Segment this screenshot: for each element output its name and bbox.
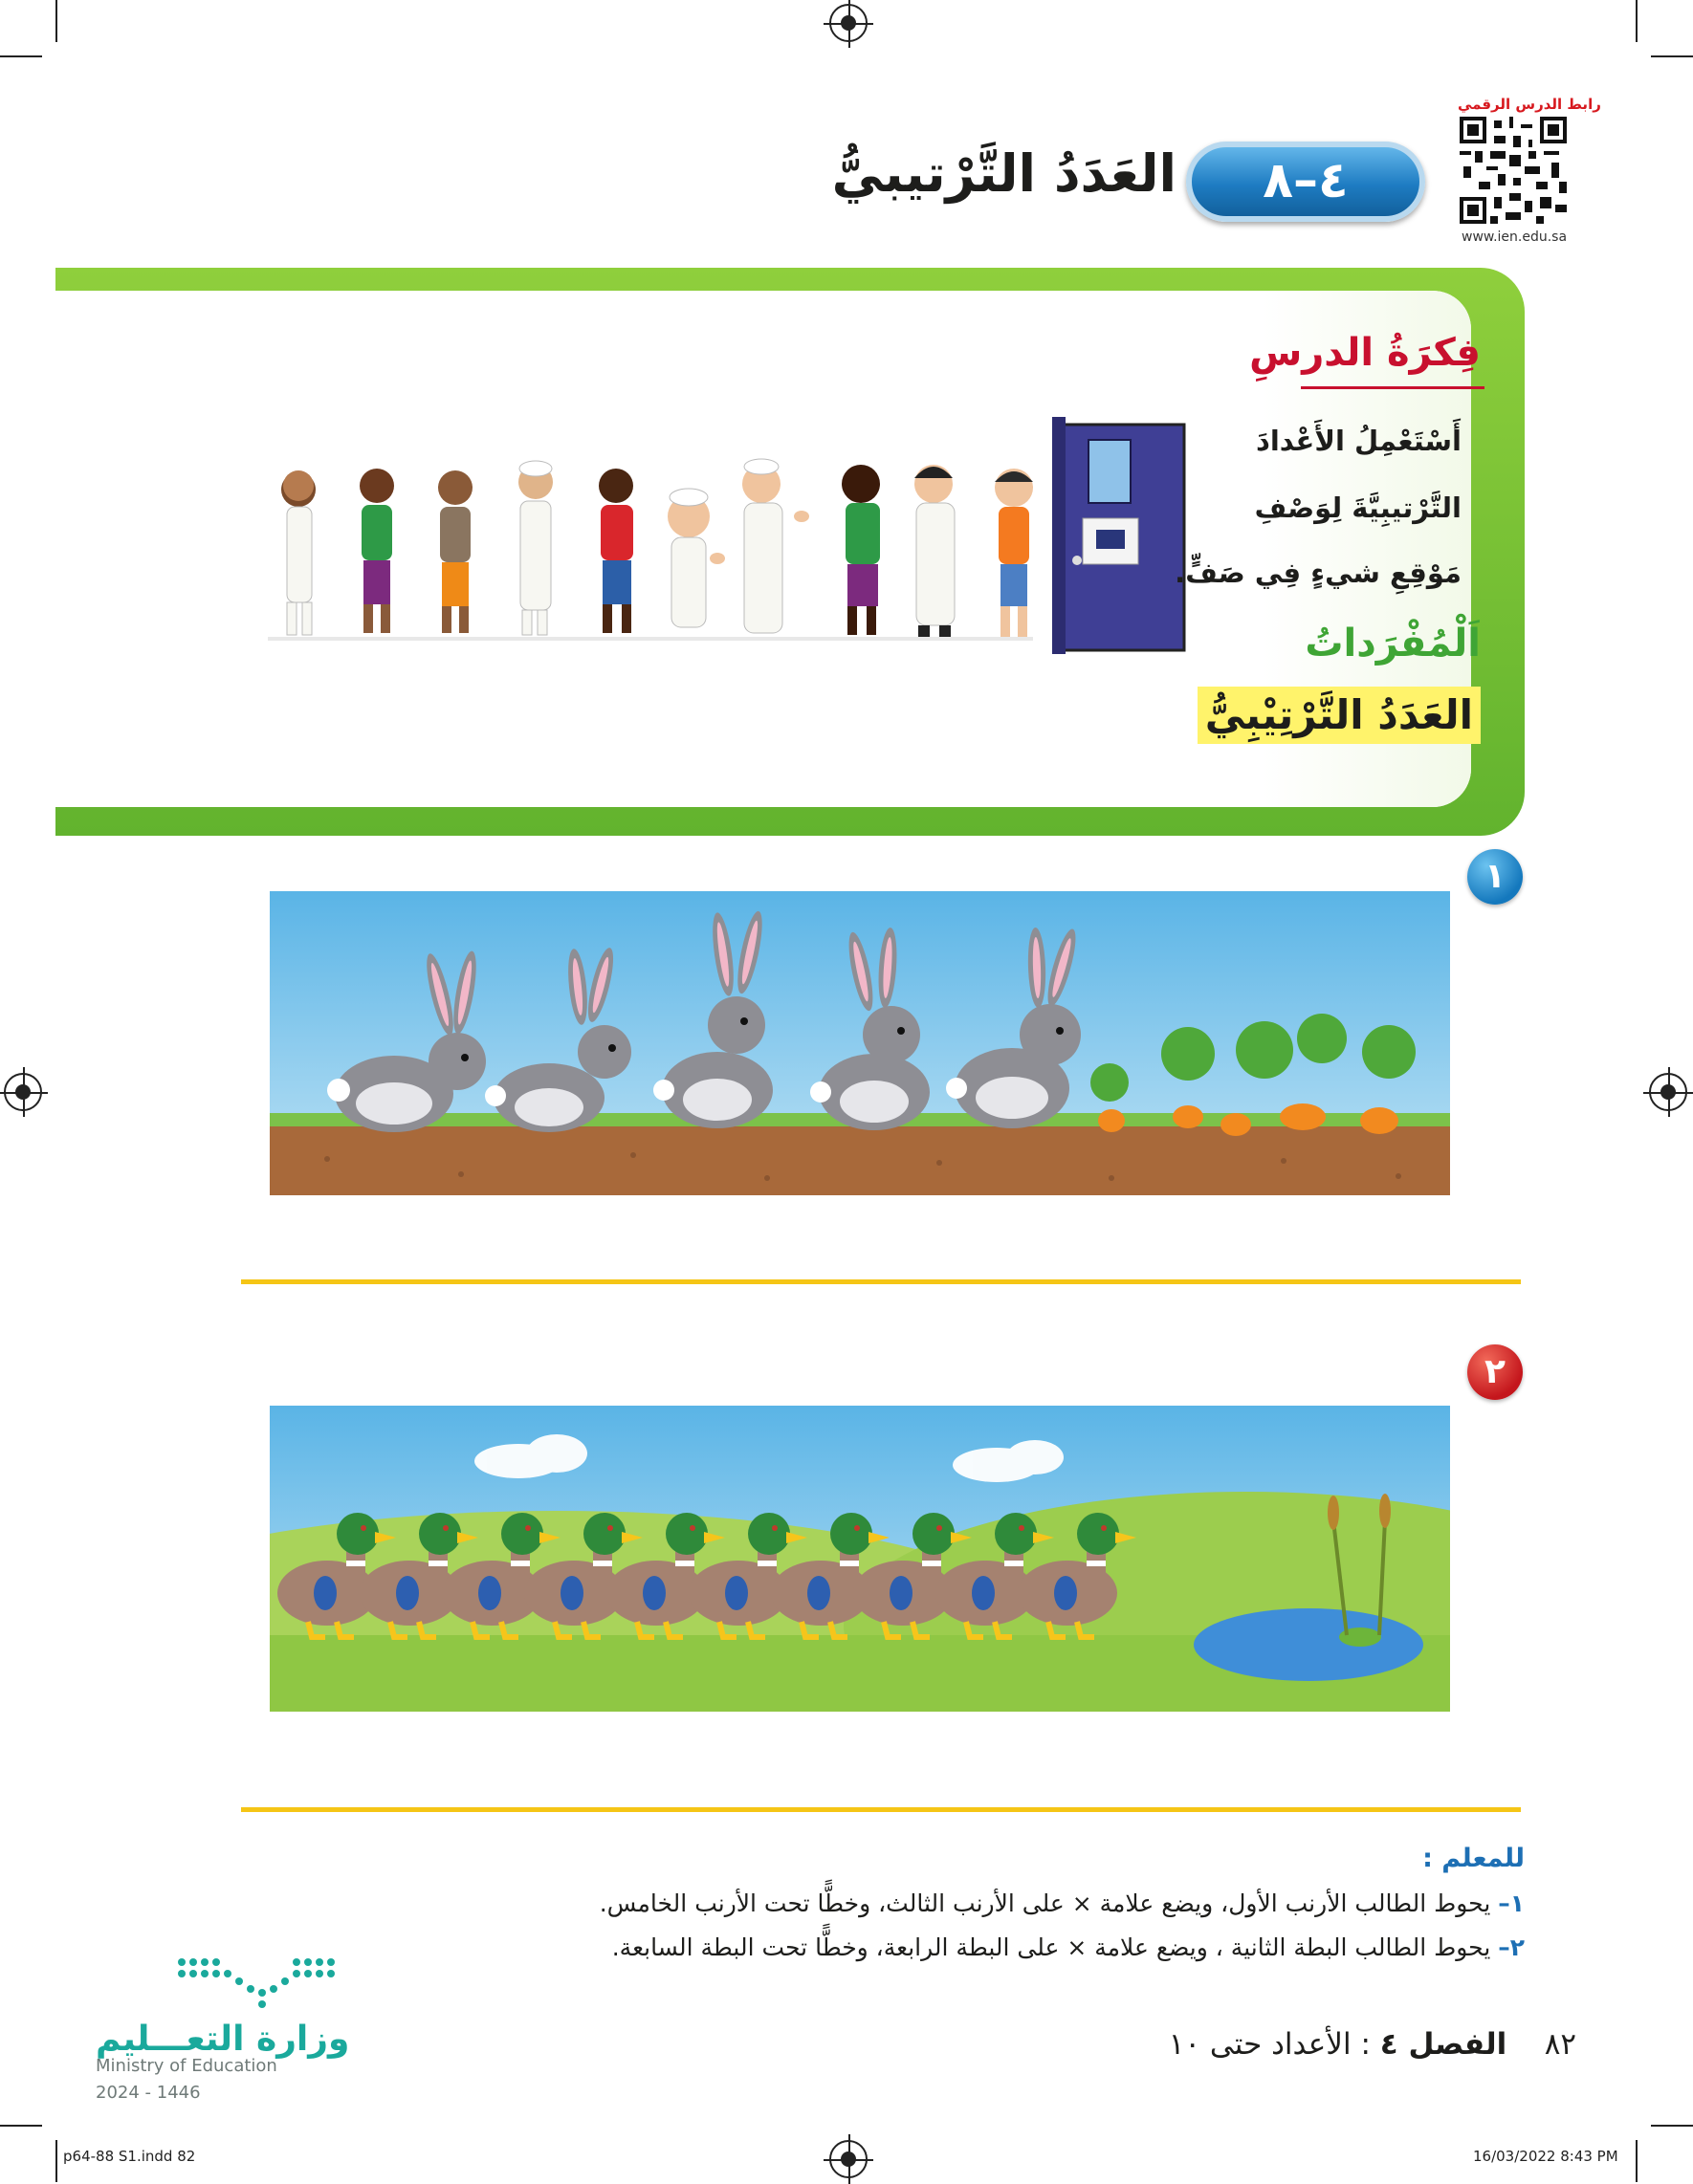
child-figure-7 [742,459,809,633]
chapter-title: : الأعداد حتى ١٠ [1168,2027,1371,2062]
lesson-idea-line: مَوْقِعِ شيءٍ فِي صَفٍّ. [1175,557,1462,589]
child-figure-2 [360,469,394,633]
lesson-idea-line: التَّرْتيبِيَّةَ لِوَصْفِ [1254,491,1462,524]
teacher-note-text: يحوط الطالب البطة الثانية ، ويضع علامة × على البطة الرابعة، وخطًّا تحت البطة السابعة. [611,1933,1491,1961]
crop-mark [1636,0,1638,42]
chapter-label: الفصل ٤ [1379,2027,1507,2062]
ministry-logo-icon [172,1951,344,2010]
child-figure-4 [518,461,553,635]
footer-chapter [1169,2027,1576,2062]
child-figure-6 [668,489,725,627]
ministry-name-en: Ministry of Education [96,2056,277,2076]
lesson-number-badge: ٤–٨ [1186,142,1425,222]
print-slug-date: 16/03/2022 8:43 PM [1473,2148,1618,2165]
exercise-number-badge: ١ [1467,849,1523,905]
child-figure-1 [281,470,316,635]
crop-mark [1636,2140,1638,2182]
answer-line [241,1279,1521,1284]
academic-year: 2024 - 1446 [96,2083,201,2103]
qr-url[interactable]: www.ien.edu.sa [1462,229,1568,245]
teacher-note-number: ١– [1498,1889,1525,1917]
teacher-note-text: يحوط الطالب الأرنب الأول، ويضع علامة × على الأرنب الثالث، وخطًّا تحت الأرنب الخامس. [599,1889,1491,1917]
ministry-name-ar: وزارة التعـــليم [96,2020,350,2059]
registration-mark-left [4,1073,42,1111]
child-figure-10 [995,469,1033,637]
answer-line [241,1807,1521,1812]
pond-icon [1194,1608,1423,1681]
registration-mark-right [1649,1073,1687,1111]
crop-mark [55,0,57,42]
qr-code-icon[interactable] [1460,117,1567,224]
teacher-note-label: للمعلم : [1422,1844,1525,1873]
print-slug-file: p64-88 S1.indd 82 [63,2148,196,2165]
teacher-note-number: ٢– [1498,1933,1525,1961]
qr-caption: رابط الدرس الرقمي [1458,96,1601,113]
lesson-idea-underline [1301,386,1484,389]
crop-mark [1651,55,1693,57]
registration-mark-top [829,4,868,42]
rabbits-scene[interactable] [270,891,1450,1195]
exercise-number-badge: ٢ [1467,1344,1523,1400]
vocabulary-term: العَدَدُ التَّرْتِيْبِيُّ [1198,687,1481,744]
child-figure-5 [599,469,633,633]
child-figure-3 [438,470,473,633]
teacher-note [612,1933,1525,1961]
lesson-idea-title: فِكرَةُ الدرسِ [1249,331,1481,375]
child-figure-9 [914,465,955,637]
child-figure-8 [842,465,880,635]
crop-mark [0,55,42,57]
crop-mark [0,2125,42,2127]
classroom-door-icon [1052,417,1184,654]
lesson-idea-line: أَسْتَعْمِلُ الأَعْدادَ [1255,425,1462,457]
registration-mark-bottom [829,2140,868,2178]
crop-mark [55,2140,57,2182]
crop-mark [1651,2125,1693,2127]
teacher-note [600,1889,1525,1917]
page-number: ٨٢ [1544,2027,1576,2062]
vocabulary-title: اَلْمُفْرَداتُ [1305,622,1481,666]
lesson-title: العَدَدُ التَّرْتيبيُّ [831,143,1176,204]
children-line-illustration [258,402,1234,660]
ducks-scene[interactable] [270,1406,1450,1712]
